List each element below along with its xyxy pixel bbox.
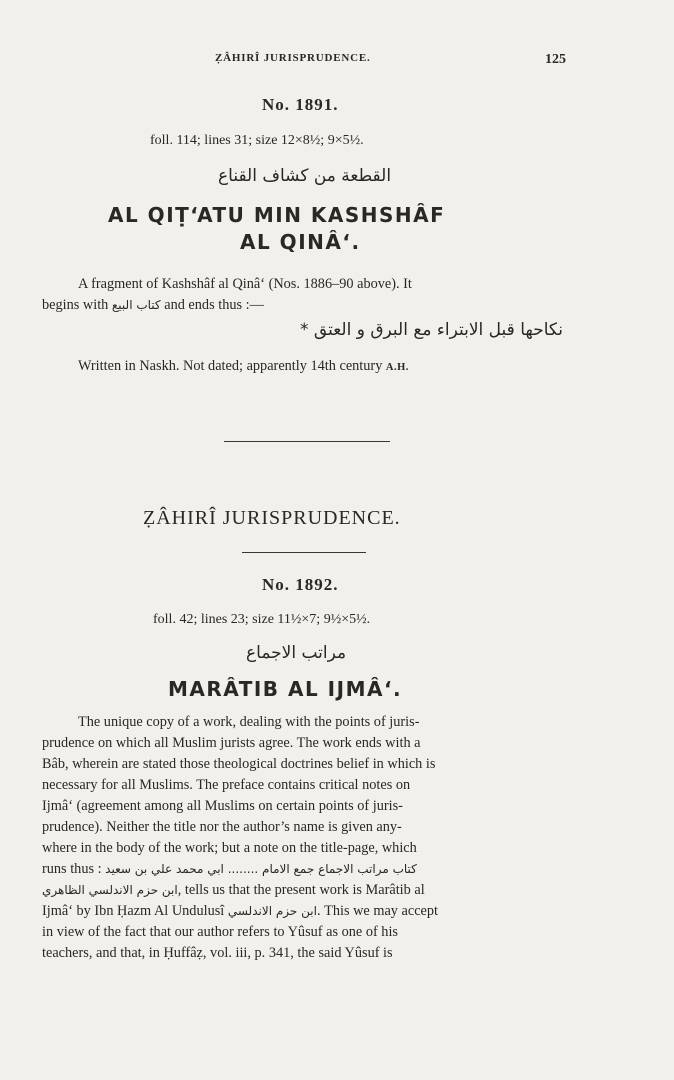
- entry-1891-written: [78, 356, 409, 378]
- body-line: Ijmâ‘ (agreement among all Muslims on certain points of juris-: [42, 798, 403, 814]
- body-line: prudence). Neither the title nor the author’s name is given any-: [42, 819, 402, 835]
- body-line: prudence on which all Muslim jurists agree. The work ends with a: [42, 735, 421, 751]
- runs-thus-arabic: كتاب مراتب الاجماع جمع الامام ........ ابي محمد علي بن سعيد: [105, 862, 417, 876]
- body-line: The unique copy of a work, dealing with the points of juris-: [78, 714, 420, 730]
- body-line-ibn-hazm: [42, 901, 438, 922]
- entry-number-1892: No. 1892.: [262, 575, 339, 594]
- separator-rule: [224, 441, 390, 442]
- body-line: where in the body of the work; but a note on the title-page, which: [42, 840, 417, 856]
- entry-number-1891: No. 1891.: [262, 95, 339, 114]
- runs-thus-text: runs thus :: [42, 861, 102, 877]
- ibn-hazm-arabic: ابن حزم الاندلسي: [227, 904, 317, 918]
- entry-1891-para-line2: [42, 295, 264, 316]
- entry-1892-arabic-title: مراتب الاجماع: [246, 643, 347, 663]
- entry-1891-title-line1: AL QIṬ‘ATU MIN KASHSHÂF: [108, 203, 446, 227]
- body-line: teachers, and that, in Ḥuffâẓ, vol. iii, p. 341, the said Yûsuf is: [42, 945, 393, 961]
- page-number: 125: [545, 52, 566, 67]
- accept-text: . This we may accept: [316, 903, 439, 919]
- entry-1892-title: MARÂTIB AL IJMÂ‘.: [168, 677, 403, 701]
- entry-1891-title-line2: AL QINÂ‘.: [240, 230, 361, 254]
- entry-1891-arabic-title: القطعة من كشاف القناع: [218, 166, 392, 186]
- para-line2-begin: begins with: [42, 297, 109, 313]
- section-rule: [242, 552, 366, 553]
- para-line2-end: and ends thus :—: [164, 297, 264, 313]
- written-text: Written in Naskh. Not dated; apparently 14th century: [78, 358, 383, 374]
- body-line-tells-us: [42, 880, 438, 901]
- body-line-runs-thus: [42, 859, 438, 880]
- tells-us-text: , tells us that the present work is Marâtib al: [177, 882, 425, 898]
- entry-1892-body: [42, 712, 438, 964]
- written-ah: A.H.: [385, 362, 409, 373]
- entry-1892-folio: foll. 42; lines 23; size 11½×7; 9½×5½.: [153, 612, 371, 627]
- body-line: necessary for all Muslims. The preface contains critical notes on: [42, 777, 411, 793]
- running-title: ẒÂHIRÎ JURISPRUDENCE.: [215, 52, 371, 64]
- entry-1891-para-line1: A fragment of Kashshâf al Qinâ‘ (Nos. 1886–90 above). It: [78, 276, 412, 292]
- entry-1891-folio: foll. 114; lines 31; size 12×8½; 9×5½.: [150, 133, 364, 148]
- para-line2-arabic: كتاب البيع: [111, 298, 161, 312]
- body-line: in view of the fact that our author refers to Yûsuf as one of his: [42, 924, 398, 940]
- entry-1891-ending-arabic: نكاحها قبل الابتراء مع البرق و العتق *: [300, 320, 564, 340]
- tells-us-arabic: ابن حزم الاندلسي الظاهري: [42, 883, 178, 897]
- body-line: Bâb, wherein are stated those theological doctrines belief in which is: [42, 756, 436, 772]
- ibn-hazm-text: Ijmâ‘ by Ibn Ḥazm Al Undulusî: [42, 903, 225, 919]
- section-heading: ẒÂHIRÎ JURISPRUDENCE.: [143, 507, 401, 529]
